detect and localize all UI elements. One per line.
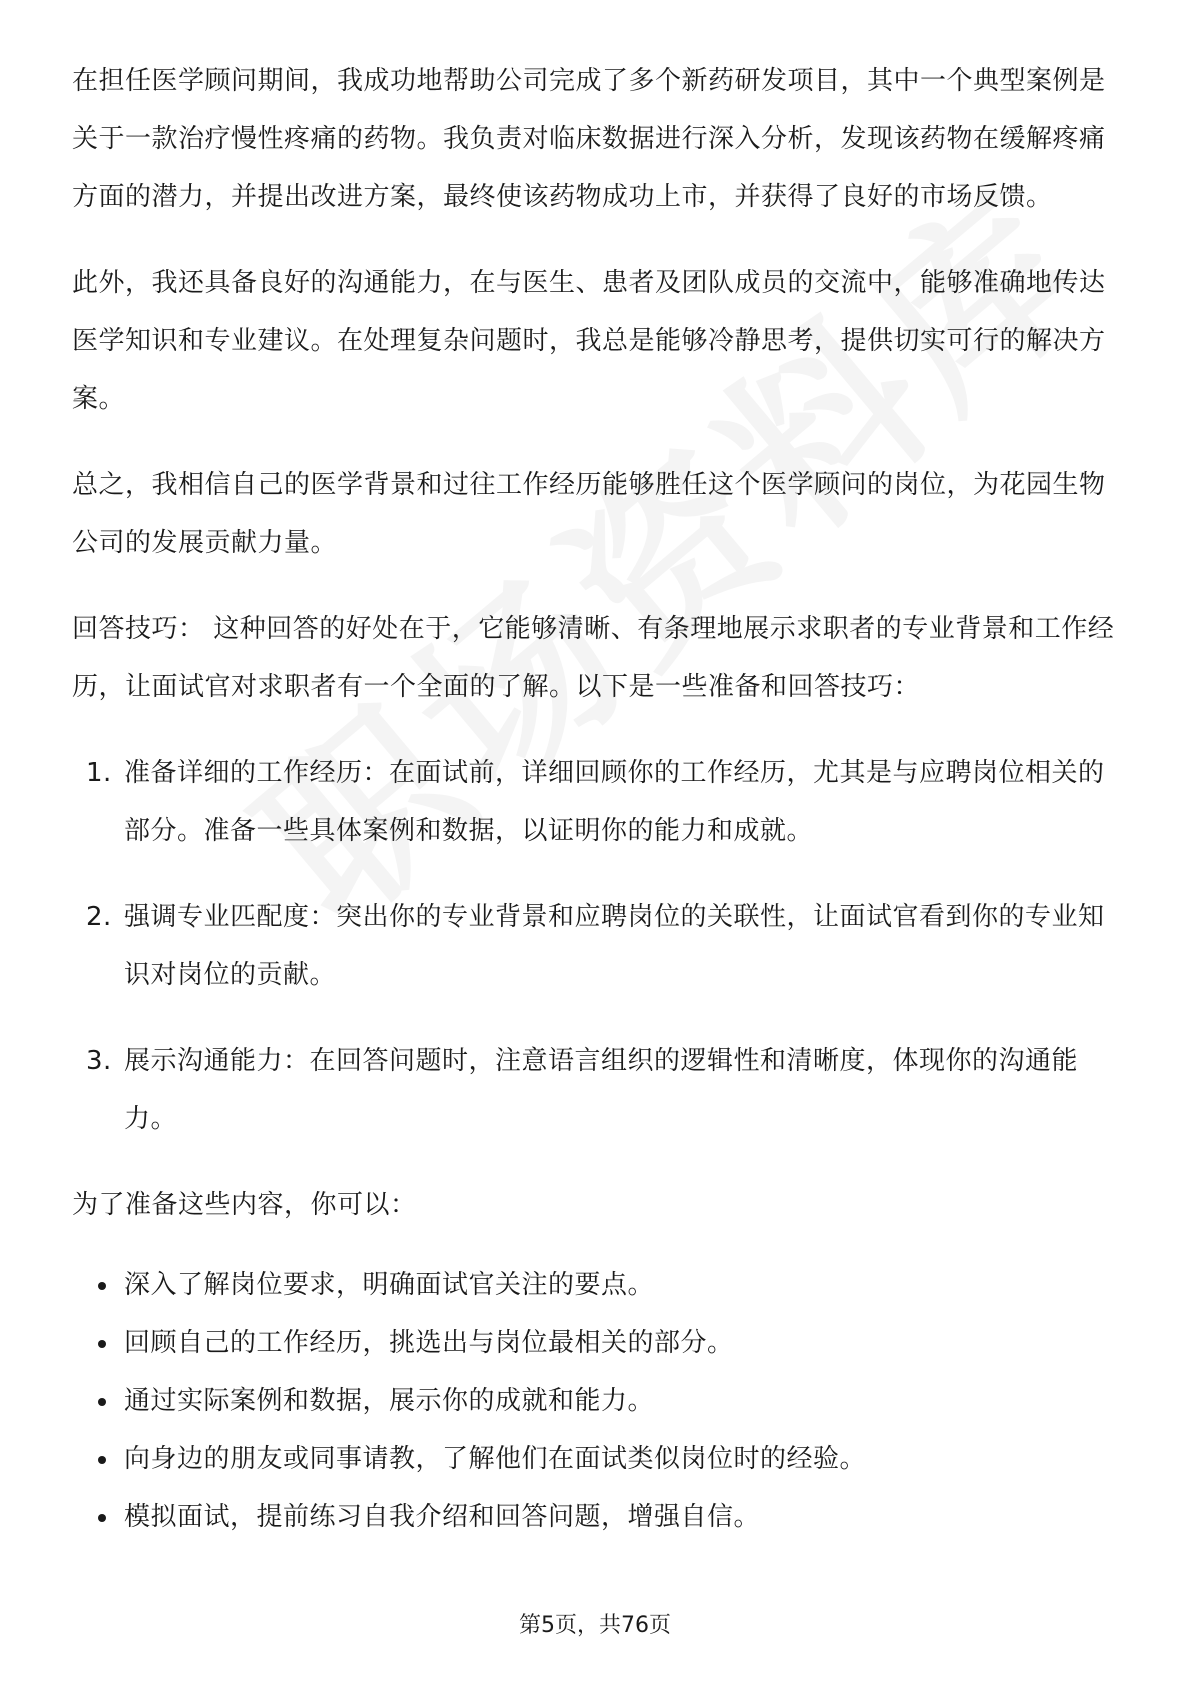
page-number: 第5页，共76页: [519, 1613, 671, 1638]
paragraph-experience: 在担任医学顾问期间，我成功地帮助公司完成了多个新药研发项目，其中一个典型案例是关于一款治疗慢性疼痛的药物。我负责对临床数据进行深入分析，发现该药物在缓解疼痛方面的潜力，并提出改进方案，最终使该药物成功上市，并获得了良好的市场反馈。: [72, 66, 1106, 212]
list-item-text: 强调专业匹配度：突出你的专业背景和应聘岗位的关联性，让面试官看到你的专业知识对岗位的贡献。: [124, 902, 1105, 990]
list-item: [72, 1256, 1122, 1314]
list-number: 3.: [86, 1046, 112, 1076]
paragraph-conclusion: 总之，我相信自己的医学背景和过往工作经历能够胜任这个医学顾问的岗位，为花园生物公司的发展贡献力量。: [72, 470, 1106, 558]
list-item-text: 准备详细的工作经历：在面试前，详细回顾你的工作经历，尤其是与应聘岗位相关的部分。准备一些具体案例和数据，以证明你的能力和成就。: [124, 758, 1105, 846]
list-item: [72, 888, 1122, 1004]
list-item: [72, 1372, 1122, 1430]
list-item-text: 模拟面试，提前练习自我介绍和回答问题，增强自信。: [124, 1502, 761, 1532]
paragraph-communication: 此外，我还具备良好的沟通能力，在与医生、患者及团队成员的交流中，能够准确地传达医学知识和专业建议。在处理复杂问题时，我总是能够冷静思考，提供切实可行的解决方案。: [72, 268, 1106, 414]
tips-list: [72, 744, 1122, 1148]
paragraph-prep-intro: 为了准备这些内容，你可以：: [72, 1190, 417, 1220]
bullet-icon: [98, 1340, 106, 1348]
bullet-icon: [98, 1456, 106, 1464]
bullet-icon: [98, 1514, 106, 1522]
list-item: [72, 1430, 1122, 1488]
bullet-icon: [98, 1398, 106, 1406]
prep-list: [72, 1256, 1122, 1546]
list-item-text: 展示沟通能力：在回答问题时，注意语言组织的逻辑性和清晰度，体现你的沟通能力。: [124, 1046, 1079, 1134]
list-number: 2.: [86, 902, 112, 932]
list-item-text: 回顾自己的工作经历，挑选出与岗位最相关的部分。: [124, 1328, 734, 1358]
list-item: [72, 1032, 1122, 1148]
list-item-text: 向身边的朋友或同事请教，了解他们在面试类似岗位时的经验。: [124, 1444, 867, 1474]
list-number: 1.: [86, 758, 112, 788]
list-item: [72, 1314, 1122, 1372]
paragraph-tips-intro: 回答技巧： 这种回答的好处在于，它能够清晰、有条理地展示求职者的专业背景和工作经历，让面试官对求职者有一个全面的了解。以下是一些准备和回答技巧：: [72, 614, 1115, 702]
list-item-text: 深入了解岗位要求，明确面试官关注的要点。: [124, 1270, 655, 1300]
bullet-icon: [98, 1282, 106, 1290]
list-item: [72, 1488, 1122, 1546]
list-item-text: 通过实际案例和数据，展示你的成就和能力。: [124, 1386, 655, 1416]
list-item: [72, 744, 1122, 860]
document-page: [72, 52, 1122, 1546]
